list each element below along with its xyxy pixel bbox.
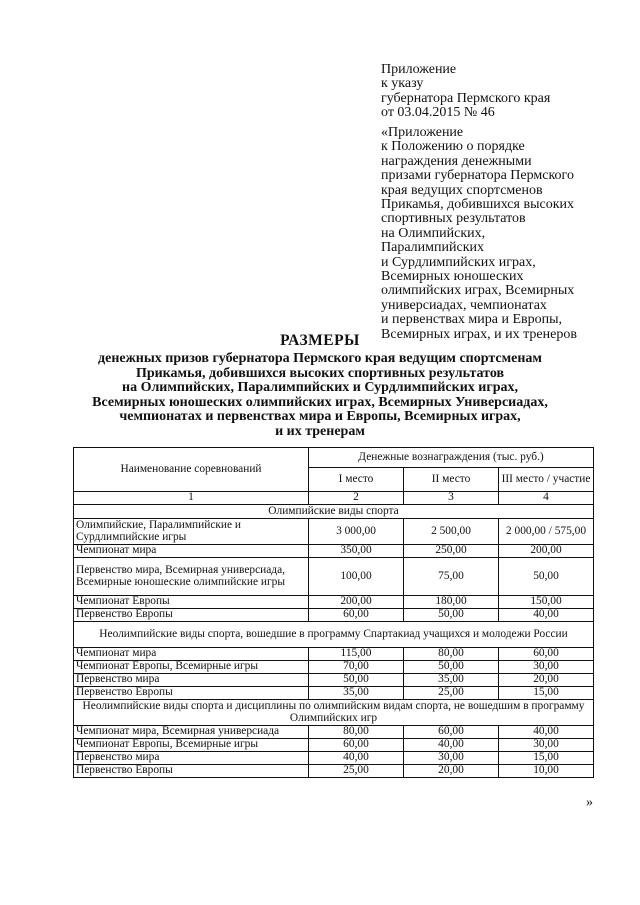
col-number: 2 [309,492,404,505]
row-value-2: 250,00 [404,545,499,558]
header-line: к указу [381,76,424,92]
subtitle-line: чемпионатах и первенствах мира и Европы, Всемирных играх, [119,409,521,425]
table-row [74,661,594,674]
row-value-1: 100,00 [309,558,404,596]
row-value-1: 70,00 [309,661,404,674]
row-value-3: 10,00 [499,765,594,778]
row-value-2: 60,00 [404,726,499,739]
table-row [74,687,594,700]
table-row [74,739,594,752]
subtitle-line: Прикамья, добившихся высоких спортивных результатов [135,365,505,381]
section-title: Олимпийские виды спорта [74,505,594,519]
row-name: Чемпионат мира, Всемирная универсиада [74,726,309,739]
row-name: Чемпионат Европы, Всемирные игры [74,739,309,752]
row-name: Первенство мира [74,674,309,687]
table-row [74,648,594,661]
row-value-3: 30,00 [499,661,594,674]
row-value-3: 40,00 [499,609,594,622]
document-subtitle [0,352,640,440]
col-number: 4 [499,492,594,505]
row-value-2: 25,00 [404,687,499,700]
row-value-3: 20,00 [499,674,594,687]
document-title: РАЗМЕРЫ [280,332,360,349]
row-value-1: 3 000,00 [309,519,404,545]
appendix-line: Всемирных играх, и их тренеров [381,326,577,342]
appendix-line: награждения денежными [381,153,532,169]
section-title: Неолимпийские виды спорта, вошедшие в программу Спартакиад учащихся и молодежи России [74,622,594,648]
row-value-3: 40,00 [499,726,594,739]
table-row [74,545,594,558]
row-value-2: 75,00 [404,558,499,596]
row-name: Олимпийские, Паралимпийские и Сурдлимпийские игры [74,519,309,545]
appendix-line: и Сурдлимпийских играх, [381,254,536,270]
row-name: Чемпионат Европы, Всемирные игры [74,661,309,674]
row-value-1: 40,00 [309,752,404,765]
prize-table [73,447,594,778]
row-value-2: 40,00 [404,739,499,752]
row-value-2: 50,00 [404,661,499,674]
appendix-line: призами губернатора Пермского [381,168,574,184]
row-value-3: 2 000,00 / 575,00 [499,519,594,545]
col-number: 3 [404,492,499,505]
row-value-3: 150,00 [499,596,594,609]
row-value-3: 200,00 [499,545,594,558]
row-value-2: 2 500,00 [404,519,499,545]
header-line: губернатора Пермского края [381,90,551,106]
row-value-1: 60,00 [309,739,404,752]
table-row [74,752,594,765]
header-line: от 03.04.2015 № 46 [381,105,495,121]
appendix-line: Прикамья, добившихся высоких [381,197,574,213]
row-value-1: 80,00 [309,726,404,739]
row-name: Первенство Европы [74,687,309,700]
appendix-line: на Олимпийских, [381,225,486,241]
row-value-1: 60,00 [309,609,404,622]
closing-quote: » [586,795,593,810]
row-name: Чемпионат Европы [74,596,309,609]
col-header-name: Наименование соревнований [74,448,309,492]
col-header-place2: II место [404,468,499,492]
col-header-place3: III место / участие [499,468,594,492]
row-value-3: 15,00 [499,752,594,765]
appendix-line: «Приложение [381,125,464,140]
row-value-1: 50,00 [309,674,404,687]
appendix-line: универсиадах, чемпионатах [381,297,547,313]
appendix-line: Всемирных юношеских [381,269,524,285]
row-name: Первенство Европы [74,609,309,622]
row-name: Первенство Европы [74,765,309,778]
decree-header [381,63,631,121]
table-row [74,558,594,596]
row-value-2: 20,00 [404,765,499,778]
row-value-3: 50,00 [499,558,594,596]
appendix-reference [381,126,631,342]
table-row [74,596,594,609]
row-value-1: 25,00 [309,765,404,778]
table-row [74,726,594,739]
table-row [74,674,594,687]
row-value-2: 35,00 [404,674,499,687]
appendix-line: к Положению о порядке [381,139,525,155]
table-row [74,609,594,622]
row-name: Чемпионат мира [74,545,309,558]
table-row [74,765,594,778]
row-value-1: 350,00 [309,545,404,558]
section-title: Неолимпийские виды спорта и дисциплины по олимпийским видам спорта, не вошедшим в программу Олимпийских игр [74,700,594,726]
table-row [74,519,594,545]
row-value-2: 180,00 [404,596,499,609]
row-name: Чемпионат мира [74,648,309,661]
row-value-3: 30,00 [499,739,594,752]
row-value-1: 35,00 [309,687,404,700]
header-line: Приложение [381,62,457,77]
appendix-line: спортивных результатов [381,211,526,227]
row-value-3: 60,00 [499,648,594,661]
appendix-line: Паралимпийских [381,240,484,256]
appendix-line: олимпийских играх, Всемирных [381,283,575,299]
subtitle-line: денежных призов губернатора Пермского края ведущим спортсменам [98,351,542,366]
row-value-1: 200,00 [309,596,404,609]
row-name: Первенство мира [74,752,309,765]
row-name: Первенство мира, Всемирная универсиада, Всемирные юношеские олимпийские игры [74,558,309,596]
col-header-place1: I место [309,468,404,492]
row-value-2: 50,00 [404,609,499,622]
row-value-3: 15,00 [499,687,594,700]
row-value-2: 30,00 [404,752,499,765]
appendix-line: и первенствах мира и Европы, [381,312,563,328]
subtitle-line: и их тренерам [275,423,365,439]
col-number: 1 [74,492,309,505]
subtitle-line: на Олимпийских, Паралимпийских и Сурдлимпийских играх, [122,380,518,396]
appendix-line: края ведущих спортсменов [381,182,543,198]
row-value-2: 80,00 [404,648,499,661]
row-value-1: 115,00 [309,648,404,661]
subtitle-line: Всемирных юношеских олимпийских играх, Всемирных Универсиадах, [92,394,548,410]
col-header-rewards: Денежные вознаграждения (тыс. руб.) [309,448,594,468]
